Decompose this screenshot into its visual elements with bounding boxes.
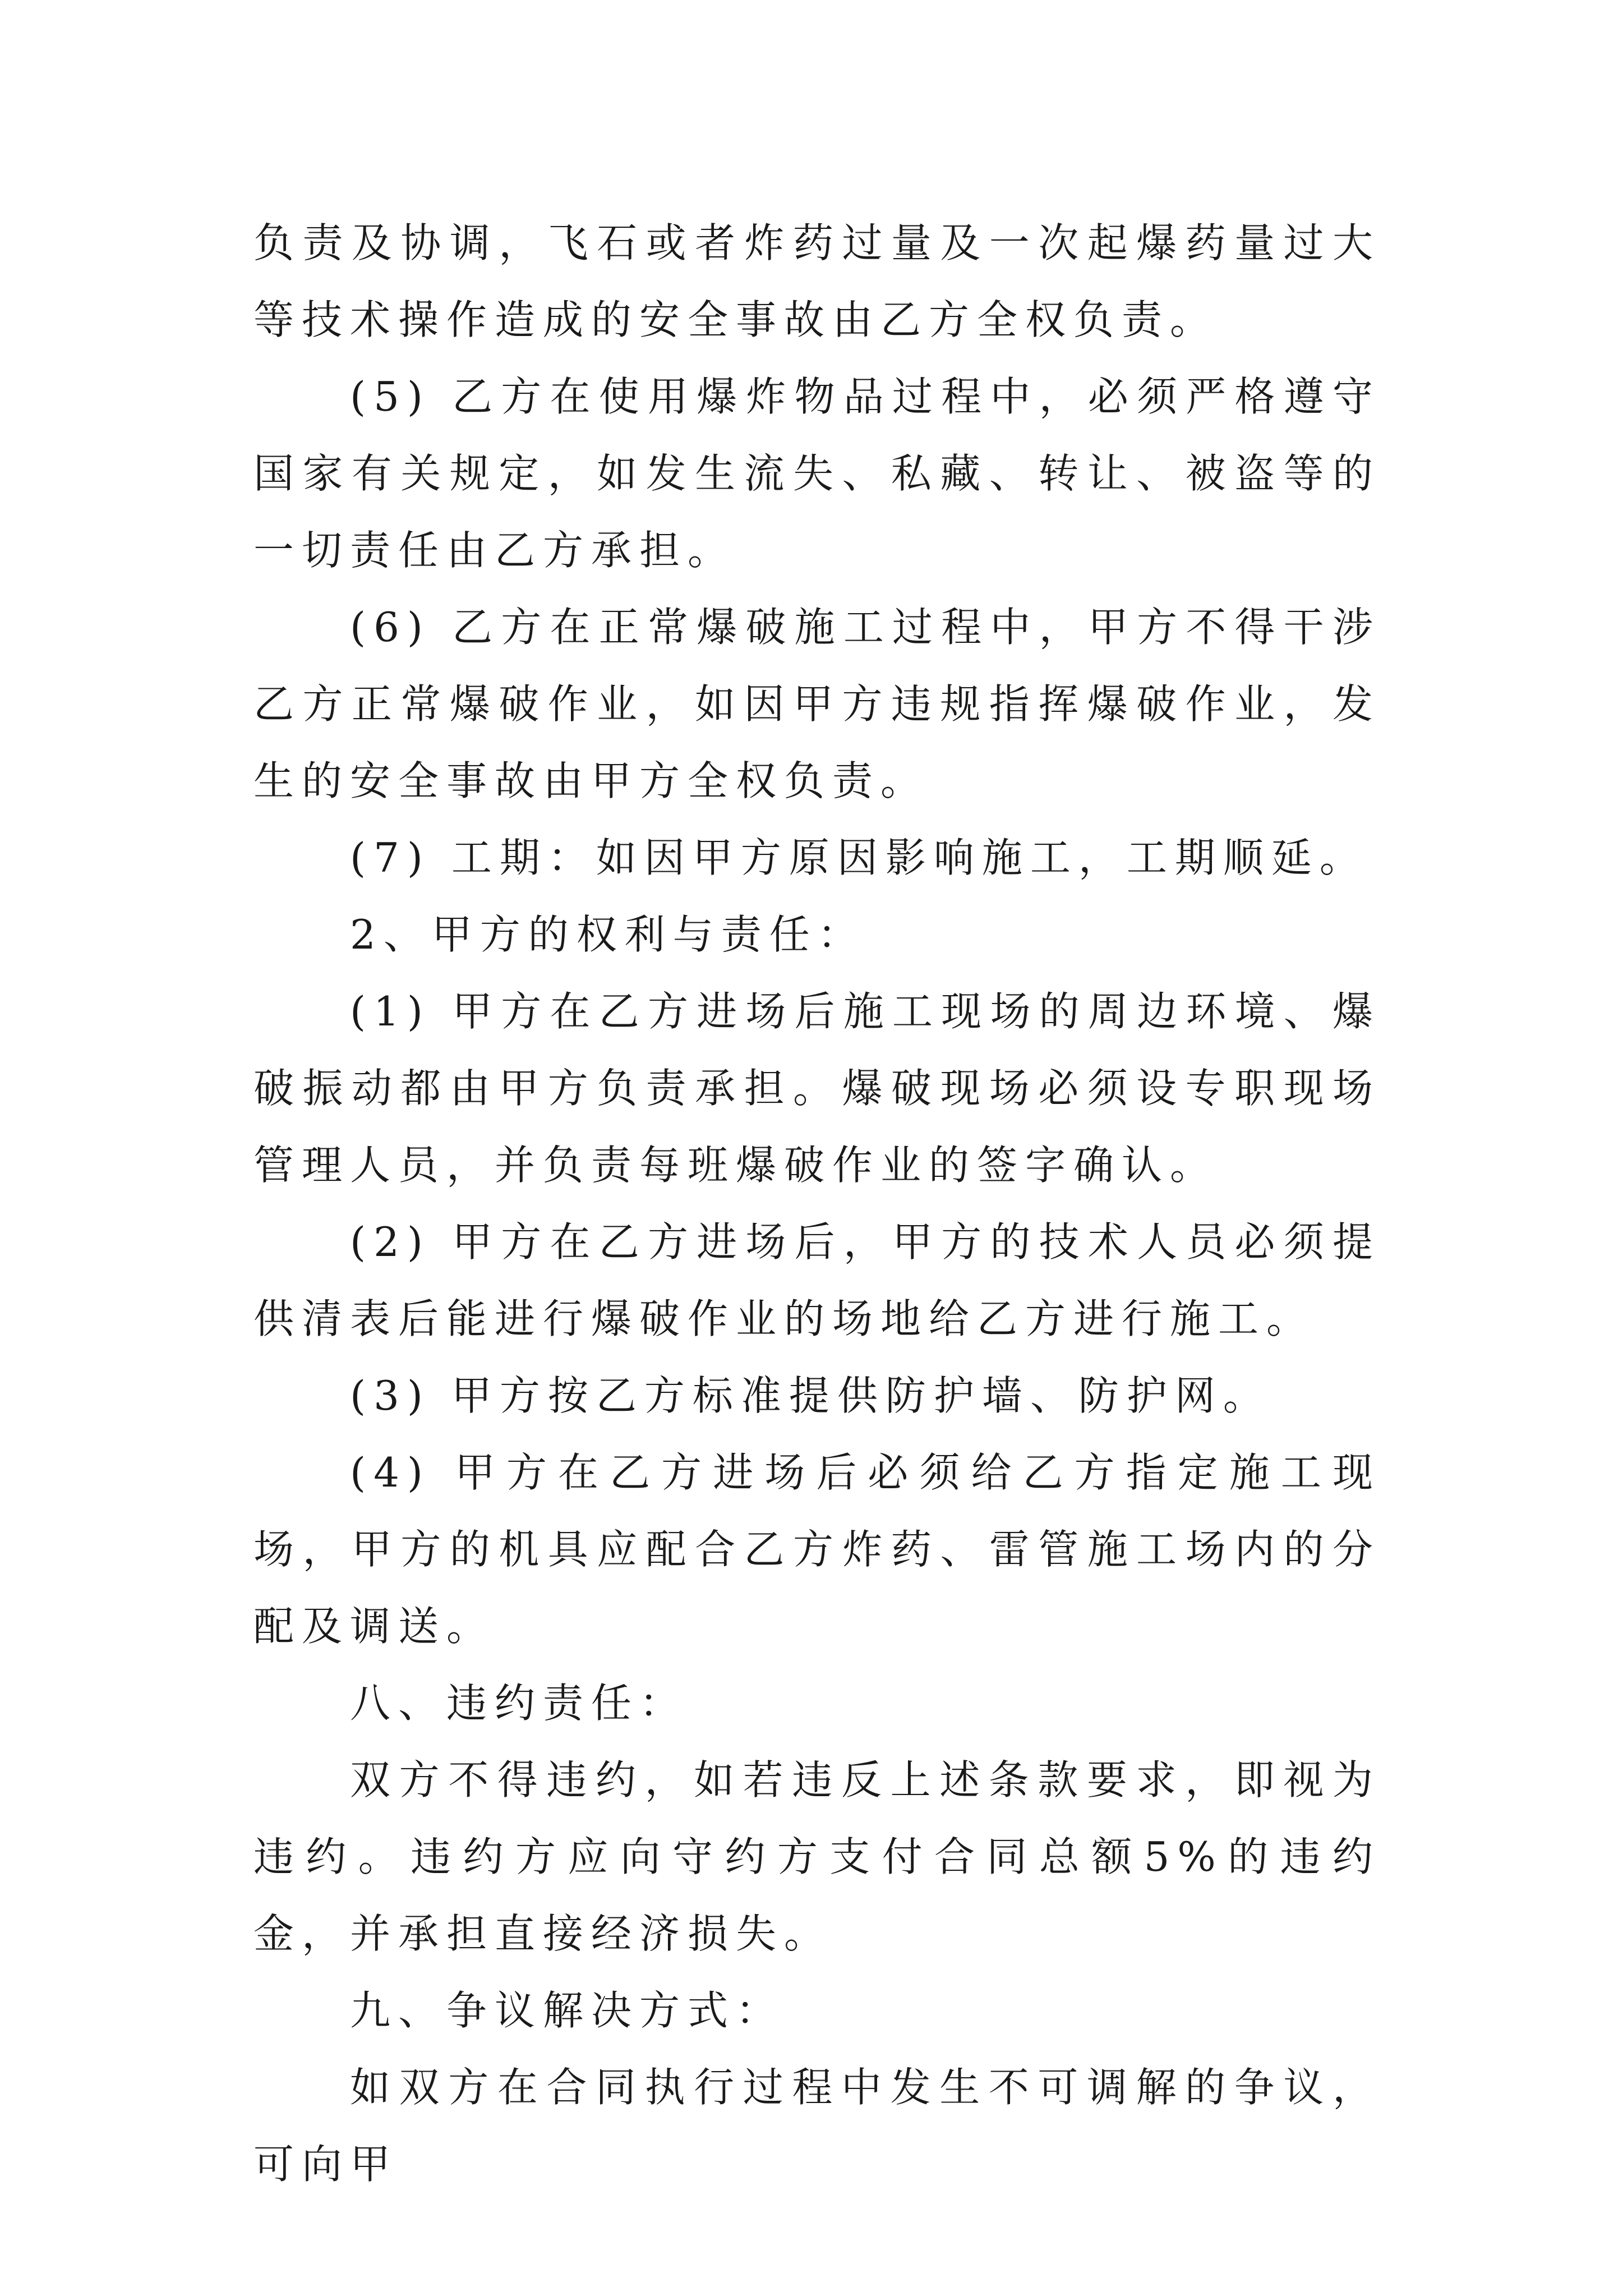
section-heading-party-a-rights: 2、甲方的权利与责任：: [350, 911, 866, 958]
paragraph-item-7: (7) 工期：如因甲方原因影响施工，工期顺延。: [350, 834, 1368, 881]
section-heading-dispute-resolution: 九、争议解决方式：: [350, 1987, 785, 2034]
paragraph-party-a-item-4: (4) 甲方在乙方进场后必须给乙方指定施工现场，甲方的机具应配合乙方炸药、雷管施工场内的分配及调送。: [253, 1449, 1381, 1650]
paragraph-party-a-item-2: (2) 甲方在乙方进场后，甲方的技术人员必须提供清表后能进行爆破作业的场地给乙方进行施工。: [253, 1218, 1381, 1342]
paragraph-item-5: (5) 乙方在使用爆炸物品过程中，必须严格遵守国家有关规定，如发生流失、私藏、转让、被盗等的一切责任由乙方承担。: [253, 373, 1381, 574]
paragraph-party-a-item-1: (1) 甲方在乙方进场后施工现场的周边环境、爆破振动都由甲方负责承担。爆破现场必须设专职现场管理人员，并负责每班爆破作业的签字确认。: [253, 988, 1381, 1189]
paragraph-party-a-item-3: (3) 甲方按乙方标准提供防护墙、防护网。: [350, 1372, 1271, 1419]
paragraph-breach-liability-body: 双方不得违约，如若违反上述条款要求，即视为违约。违约方应向守约方支付合同总额5%的违约金，并承担直接经济损失。: [253, 1756, 1381, 1957]
paragraph-continuation: 负责及协调，飞石或者炸药过量及一次起爆药量过大等技术操作造成的安全事故由乙方全权负责。: [253, 219, 1381, 343]
paragraph-item-6: (6) 乙方在正常爆破施工过程中，甲方不得干涉乙方正常爆破作业，如因甲方违规指挥爆破作业，发生的安全事故由甲方全权负责。: [253, 604, 1381, 804]
paragraph-dispute-resolution-body: 如双方在合同执行过程中发生不可调解的争议，可向甲: [253, 2064, 1381, 2188]
document-body: [253, 205, 1381, 2203]
section-heading-breach-liability: 八、违约责任：: [350, 1680, 688, 1727]
